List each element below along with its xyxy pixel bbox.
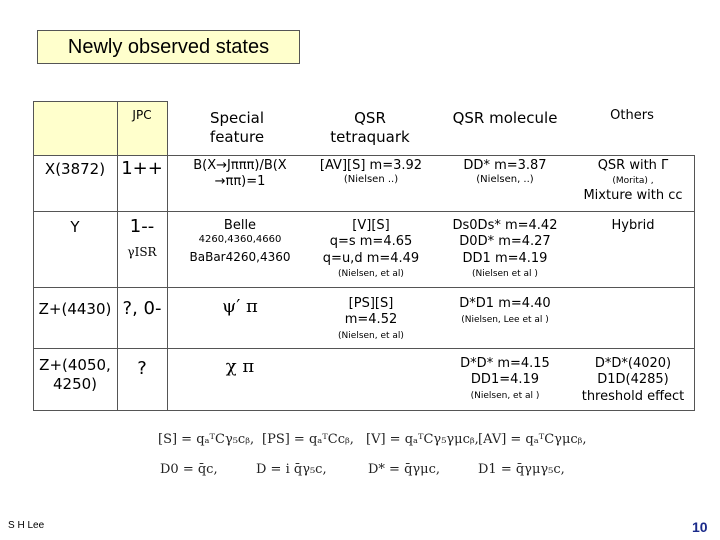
row-z4430-feature: ψ′ π (222, 296, 258, 317)
header-qsr-molecule: QSR molecule (452, 109, 558, 127)
row-y-jpc: 1-- γISR (127, 216, 157, 259)
row-x3872-feature: B(X→Jπππ)/B(X →ππ)=1 (193, 158, 287, 190)
row-x3872-name: X(3872) (44, 160, 106, 178)
header-special-feature: Special feature (209, 109, 265, 146)
row-y-others: Hybrid (611, 218, 655, 233)
row-x3872-jpc: 1++ (121, 158, 163, 179)
header-qsr-tetraquark: QSR tetraquark (330, 109, 410, 146)
formula-v: [V] = qₐᵀCγ₅γμcᵦ, (366, 432, 479, 447)
row-y-molecule: Ds0Ds* m=4.42 D0D* m=4.27 DD1 m=4.19 (Nielsen et al ) (452, 218, 558, 279)
row-z4050-jpc: ? (137, 358, 147, 379)
row-y-name: Y (70, 218, 80, 236)
formula-d0: D0 = q̄c, (160, 462, 218, 477)
formula-d: D = i q̄γ₅c, (256, 462, 327, 477)
formula-d1: D1 = q̄γμγ₅c, (478, 462, 565, 477)
formula-ps: [PS] = qₐᵀCcᵦ, (262, 432, 354, 447)
row-y-tetraquark: [V][S] q=s m=4.65 q=u,d m=4.49 (Nielsen, et al) (322, 218, 420, 279)
page-number: 10 (692, 519, 708, 535)
row-z4050-others: D*D*(4020) D1D(4285) threshold effect (581, 356, 685, 404)
row-x3872-tetraquark: [AV][S] m=3.92 (Nielsen ..) (319, 158, 423, 186)
row-z4430-jpc: ?, 0- (122, 298, 162, 319)
row-y-feature: Belle 4260,4360,4660 BaBar4260,4360 (189, 218, 291, 264)
row-z4430-molecule: D*D1 m=4.40 (Nielsen, Lee et al ) (459, 296, 551, 326)
row-z4430-tetraquark: [PS][S] m=4.52 (Nielsen, et al) (338, 296, 404, 341)
row-z4430-name: Z+(4430) (38, 300, 112, 318)
slide-title: Newly observed states (37, 30, 300, 64)
footer-author: S H Lee (8, 520, 45, 531)
row-z4050-name: Z+(4050, 4250) (39, 356, 111, 393)
row-x3872-others: QSR with Γ (Morita) , Mixture with cc (583, 158, 683, 203)
formula-s: [S] = qₐᵀCγ₅cᵦ, (158, 432, 255, 447)
formula-dstar: D* = q̄γμc, (368, 462, 441, 477)
header-corner-cell (33, 101, 117, 156)
header-others: Others (610, 108, 654, 123)
formula-av: [AV] = qₐᵀCγμcᵦ, (478, 432, 587, 447)
header-jpc: JPC (132, 108, 152, 122)
row-x3872-molecule: DD* m=3.87 (Nielsen, ..) (463, 158, 547, 186)
row-z4050-feature: χ π (225, 356, 255, 377)
row-z4050-molecule: D*D* m=4.15 DD1=4.19 (Nielsen, et al ) (460, 356, 550, 401)
